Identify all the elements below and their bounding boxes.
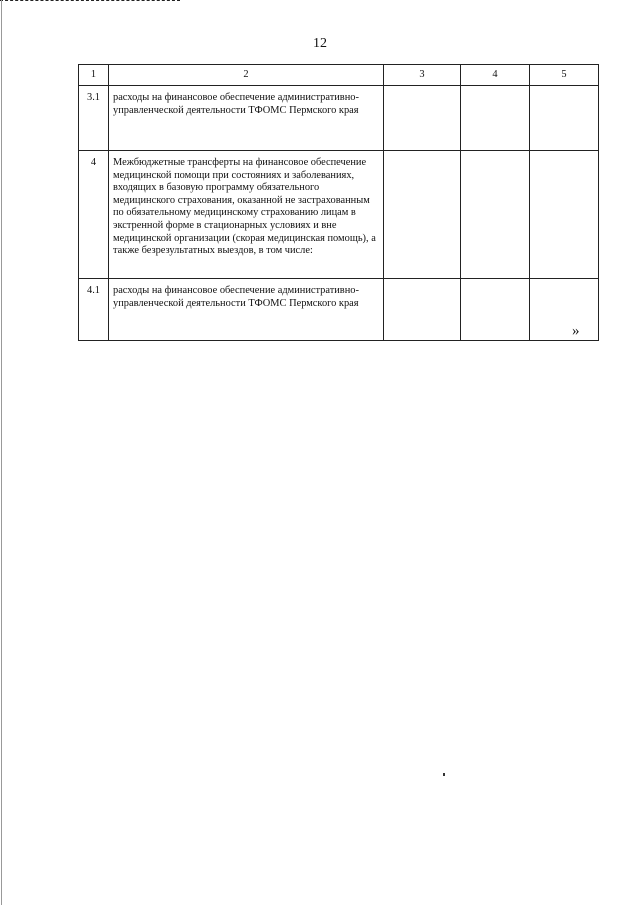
row-description-cell: Межбюджетные трансферты на финансовое обеспечение медицинской помощи при состояниях и заболеваниях, входящих в базовую программу обязательного медицинского страхования, оказанной не застрахованным по обязательному медицинскому страхованию лицам в экстренной форме в стационарных условиях и вне медицинской организации (скорая медицинская помощь), а также безрезультатных выездов, в том числе: xyxy=(109,151,384,279)
value-cell-3 xyxy=(384,279,461,341)
row-number-cell: 3.1 xyxy=(79,86,109,151)
column-header: 2 xyxy=(109,65,384,86)
value-cell-5 xyxy=(530,279,599,341)
value-cell-5 xyxy=(530,86,599,151)
column-header: 4 xyxy=(461,65,530,86)
value-cell-5 xyxy=(530,151,599,279)
value-cell-4 xyxy=(461,86,530,151)
column-header: 1 xyxy=(79,65,109,86)
column-header: 3 xyxy=(384,65,461,86)
table-header-row xyxy=(79,65,599,86)
value-cell-4 xyxy=(461,279,530,341)
value-cell-4 xyxy=(461,151,530,279)
budget-table xyxy=(78,64,599,341)
table-row xyxy=(79,86,599,151)
scan-edge-left xyxy=(1,0,2,905)
row-number-cell: 4.1 xyxy=(79,279,109,341)
page-number: 12 xyxy=(313,36,327,51)
row-description-cell: расходы на финансовое обеспечение административно-управленческой деятельности ТФОМС Пермского края xyxy=(109,86,384,151)
scan-edge-top xyxy=(0,0,180,7)
table-row xyxy=(79,279,599,341)
row-description-cell: расходы на финансовое обеспечение административно-управленческой деятельности ТФОМС Пермского края xyxy=(109,279,384,341)
closing-quote: » xyxy=(572,323,580,339)
value-cell-3 xyxy=(384,151,461,279)
column-header: 5 xyxy=(530,65,599,86)
row-number-cell: 4 xyxy=(79,151,109,279)
scan-speck xyxy=(443,773,445,776)
table-row xyxy=(79,151,599,279)
value-cell-3 xyxy=(384,86,461,151)
